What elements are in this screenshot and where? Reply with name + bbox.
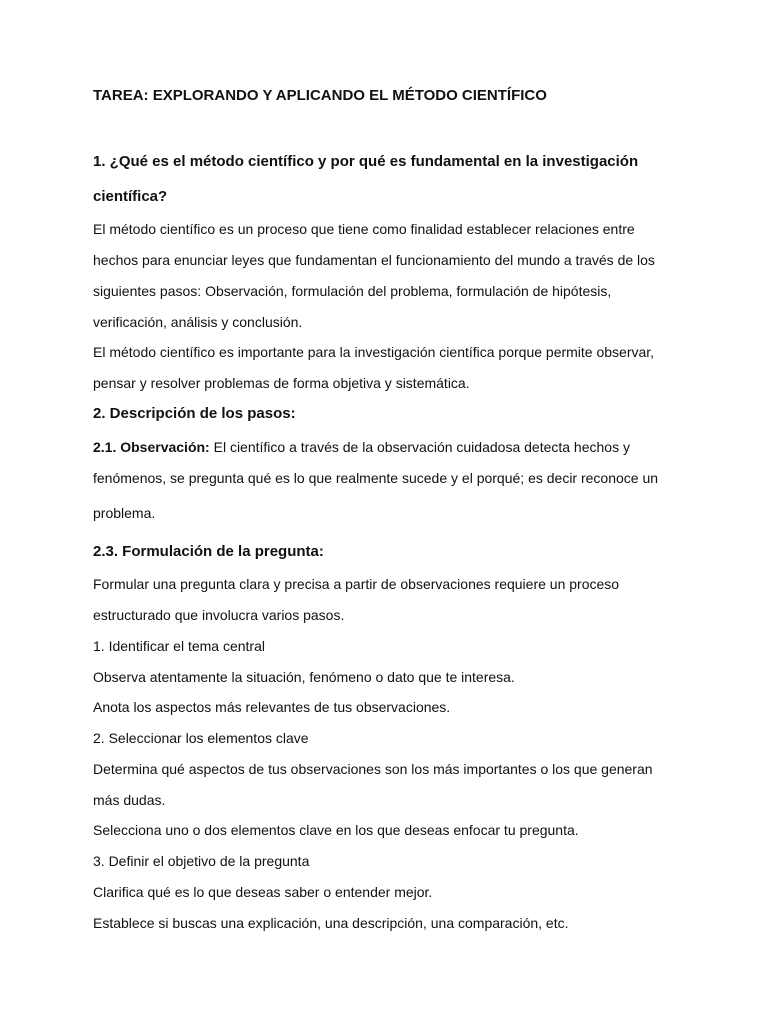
paragraph-line: siguientes pasos: Observación, formulación del problema, formulación de hipótesis, (93, 283, 612, 299)
paragraph-line: Formular una pregunta clara y precisa a partir de observaciones requiere un proceso (93, 576, 620, 592)
step-1-item: Observa atentamente la situación, fenómeno o dato que te interesa. (93, 669, 515, 685)
step-2-title: 2. Seleccionar los elementos clave (93, 730, 309, 746)
step-3-item: Clarifica qué es lo que deseas saber o entender mejor. (93, 884, 433, 900)
step-3-title: 3. Definir el objetivo de la pregunta (93, 853, 310, 869)
section-2-3-heading: 2.3. Formulación de la pregunta: (93, 543, 324, 560)
paragraph-line: problema. (93, 505, 156, 521)
step-1-item: Anota los aspectos más relevantes de tus observaciones. (93, 699, 451, 715)
question-1-heading-line-1: 1. ¿Qué es el método científico y por qué es fundamental en la investigación (93, 153, 639, 170)
paragraph-line: El método científico es un proceso que tiene como finalidad establecer relaciones entre (93, 221, 635, 237)
step-2-item: Determina qué aspectos de tus observaciones son los más importantes o los que generan (93, 761, 653, 777)
observation-text: El científico a través de la observación cuidadosa detecta hechos y (209, 439, 630, 455)
step-2-item: más dudas. (93, 792, 166, 808)
paragraph-line: hechos para enunciar leyes que fundamentan el funcionamiento del mundo a través de los (93, 252, 655, 268)
observation-line-1 (93, 438, 630, 456)
step-2-item: Selecciona uno o dos elementos clave en los que deseas enfocar tu pregunta. (93, 822, 579, 838)
paragraph-line: verificación, análisis y conclusión. (93, 314, 303, 330)
document-title: TAREA: EXPLORANDO Y APLICANDO EL MÉTODO CIENTÍFICO (93, 87, 547, 104)
question-2-heading: 2. Descripción de los pasos: (93, 405, 296, 422)
paragraph-line: fenómenos, se pregunta qué es lo que realmente sucede y el porqué; es decir reconoce un (93, 470, 659, 486)
observation-label: 2.1. Observación: (93, 439, 210, 455)
paragraph-line: El método científico es importante para la investigación científica porque permite observar, (93, 344, 655, 360)
paragraph-line: pensar y resolver problemas de forma objetiva y sistemática. (93, 375, 470, 391)
step-3-item: Establece si buscas una explicación, una descripción, una comparación, etc. (93, 915, 569, 931)
step-1-title: 1. Identificar el tema central (93, 638, 265, 654)
paragraph-line: estructurado que involucra varios pasos. (93, 607, 345, 623)
question-1-heading-line-2: científica? (93, 188, 168, 205)
